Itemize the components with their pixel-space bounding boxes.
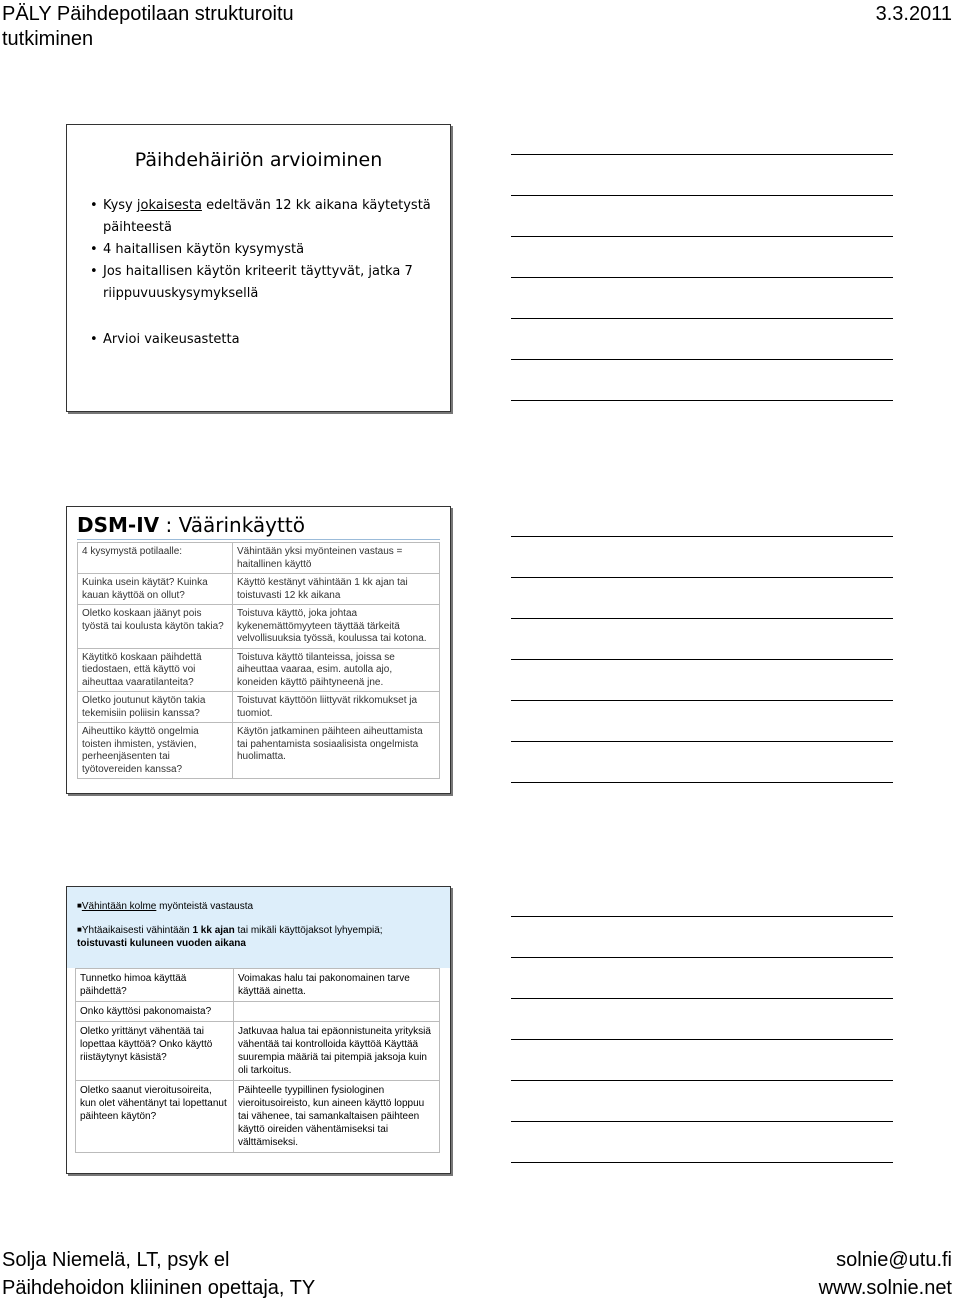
- criterion-cell: Toistuvat käyttöön liittyvät rikkomukset ja tuomiot.: [233, 692, 440, 723]
- note-line: [511, 277, 893, 278]
- square-bullet-icon: ■: [77, 925, 82, 934]
- note-line: [511, 618, 893, 619]
- question-cell: Onko käyttösi pakonomaista?: [76, 1002, 234, 1022]
- header-title-line1: PÄLY Päihdepotilaan strukturoitu: [2, 3, 294, 25]
- table-row: [78, 648, 440, 692]
- question-cell: Oletko koskaan jäänyt pois työstä tai koulusta käytön takia?: [78, 605, 233, 649]
- bullet-item: [103, 195, 433, 239]
- note-line: [511, 236, 893, 237]
- note-line: [511, 195, 893, 196]
- criterion-cell: Toistuva käyttö, joka johtaa kykenemättömyyteen täyttää tärkeitä velvollisuuksia työssä, koulussa tai kotona.: [233, 605, 440, 649]
- criterion-cell: Päihteelle tyypillinen fysiologinen vieroitusoireisto, kun aineen käyttö loppuu tai vähenee, tai samankaltaisen päihteen käyttö oireiden vähentämiseksi tai välttämiseksi.: [234, 1081, 440, 1153]
- footer-role: Päihdehoidon kliininen opettaja, TY: [2, 1277, 316, 1299]
- table-row: [78, 692, 440, 723]
- table-row: [78, 723, 440, 779]
- table-row: [76, 1022, 440, 1081]
- page-header-title: [2, 2, 294, 52]
- note-line: [511, 1039, 893, 1040]
- criterion-2-text: Yhtäaikaisesti vähintään: [81, 925, 193, 936]
- criterion-cell: Käytön jatkaminen päihteen aiheuttamista tai pahentamista sosiaalisista ongelmista huolimatta.: [233, 723, 440, 779]
- note-line: [511, 741, 893, 742]
- criterion-2-bold: 1 kk ajan: [192, 925, 235, 936]
- table-row: [76, 1081, 440, 1153]
- note-line: [511, 577, 893, 578]
- title-rest: : Väärinkäyttö: [159, 513, 305, 537]
- note-line: [511, 916, 893, 917]
- header-title-line2: tutkiminen: [2, 28, 94, 50]
- note-line: [511, 998, 893, 999]
- table-row: [78, 605, 440, 649]
- note-line: [511, 1162, 893, 1163]
- criterion-1: [77, 899, 442, 913]
- criterion-2: [77, 923, 442, 950]
- note-line: [511, 400, 893, 401]
- criterion-1-text: myönteistä vastausta: [156, 901, 254, 912]
- bullet-underlined-text: jokaisesta: [136, 198, 202, 213]
- page-footer-author: [2, 1246, 315, 1302]
- criterion-cell: Jatkuvaa halua tai epäonnistuneita yrityksiä vähentää tai kontrolloida käyttöä Käyttää suurempia määriä tai pitempiä jaksoja kuin oli tarkoitus.: [234, 1022, 440, 1081]
- bullet-text: Kysy: [103, 198, 137, 213]
- bullet-item: • 4 haitallisen käytön kysymystä: [103, 239, 433, 261]
- criterion-1-underlined: Vähintään kolme: [81, 901, 157, 912]
- note-line: [511, 1121, 893, 1122]
- question-cell: Oletko saanut vieroitusoireita, kun olet vähentänyt tai lopettanut päihteen käytön?: [76, 1081, 234, 1153]
- criterion-cell: Vähintään yksi myönteinen vastaus = haitallinen käyttö: [233, 543, 440, 574]
- note-line: [511, 659, 893, 660]
- footer-website: www.solnie.net: [818, 1277, 952, 1299]
- table-row: [78, 574, 440, 605]
- question-cell: Tunnetko himoa käyttää päihdettä?: [76, 969, 234, 1002]
- note-line: [511, 957, 893, 958]
- slide-3-criteria: [67, 887, 450, 968]
- criterion-cell: Käyttö kestänyt vähintään 1 kk ajan tai toistuvasti 12 kk aikana: [233, 574, 440, 605]
- bullet-item: • Arvioi vaikeusastetta: [103, 329, 433, 351]
- slide-1-bullets: [103, 195, 433, 351]
- criterion-cell: Voimakas halu tai pakonomainen tarve käyttää ainetta.: [234, 969, 440, 1002]
- dependence-criteria-table: [75, 968, 440, 1153]
- criterion-2-line2: toistuvasti kuluneen vuoden aikana: [77, 938, 246, 949]
- note-line: [511, 318, 893, 319]
- slide-3: [66, 886, 451, 1174]
- bullet-item: • Jos haitallisen käytön kriteerit täyttyvät, jatka 7 riippuvuuskysymyksellä: [103, 261, 433, 305]
- table-row: [78, 543, 440, 574]
- slide-1-title: Päihdehäiriön arvioiminen: [134, 149, 383, 171]
- question-cell: Käytitkö koskaan päihdettä tiedostaen, että käyttö voi aiheuttaa vaaratilanteita?: [78, 648, 233, 692]
- note-line: [511, 700, 893, 701]
- question-cell: 4 kysymystä potilaalle:: [78, 543, 233, 574]
- abuse-criteria-table: [77, 542, 440, 779]
- table-row: [76, 969, 440, 1002]
- table-row: [76, 1002, 440, 1022]
- footer-author: Solja Niemelä, LT, psyk el: [2, 1249, 230, 1271]
- slide-2: [66, 506, 451, 794]
- title-bold: DSM-IV: [77, 513, 160, 537]
- note-line: [511, 1080, 893, 1081]
- note-line: [511, 536, 893, 537]
- slide-2-title: [77, 513, 440, 540]
- note-line: [511, 359, 893, 360]
- page-footer-contact: [819, 1246, 952, 1302]
- criterion-cell: [234, 1002, 440, 1022]
- criterion-cell: Toistuva käyttö tilanteissa, joissa se aiheuttaa vaaraa, esim. autolla ajo, koneiden käyttö päihtyneenä jne.: [233, 648, 440, 692]
- footer-email: solnie@utu.fi: [836, 1249, 952, 1271]
- header-date: 3.3.2011: [875, 3, 952, 25]
- question-cell: Oletko joutunut käytön takia tekemisiin poliisin kanssa?: [78, 692, 233, 723]
- question-cell: Aiheuttiko käyttö ongelmia toisten ihmisten, ystävien, perheenjäsenten tai työtovereiden kanssa?: [78, 723, 233, 779]
- question-cell: Kuinka usein käytät? Kuinka kauan käyttöä on ollut?: [78, 574, 233, 605]
- slide-1: [66, 124, 451, 412]
- question-cell: Oletko yrittänyt vähentää tai lopettaa käyttöä? Onko käyttö riistäytynyt käsistä?: [76, 1022, 234, 1081]
- note-line: [511, 154, 893, 155]
- bullet-text: edeltävän 12 kk aikana käytetystä päihteestä: [103, 198, 431, 235]
- square-bullet-icon: ■: [77, 901, 82, 910]
- note-line: [511, 782, 893, 783]
- criterion-2-text: tai mikäli käyttöjaksot lyhyempiä;: [234, 925, 383, 936]
